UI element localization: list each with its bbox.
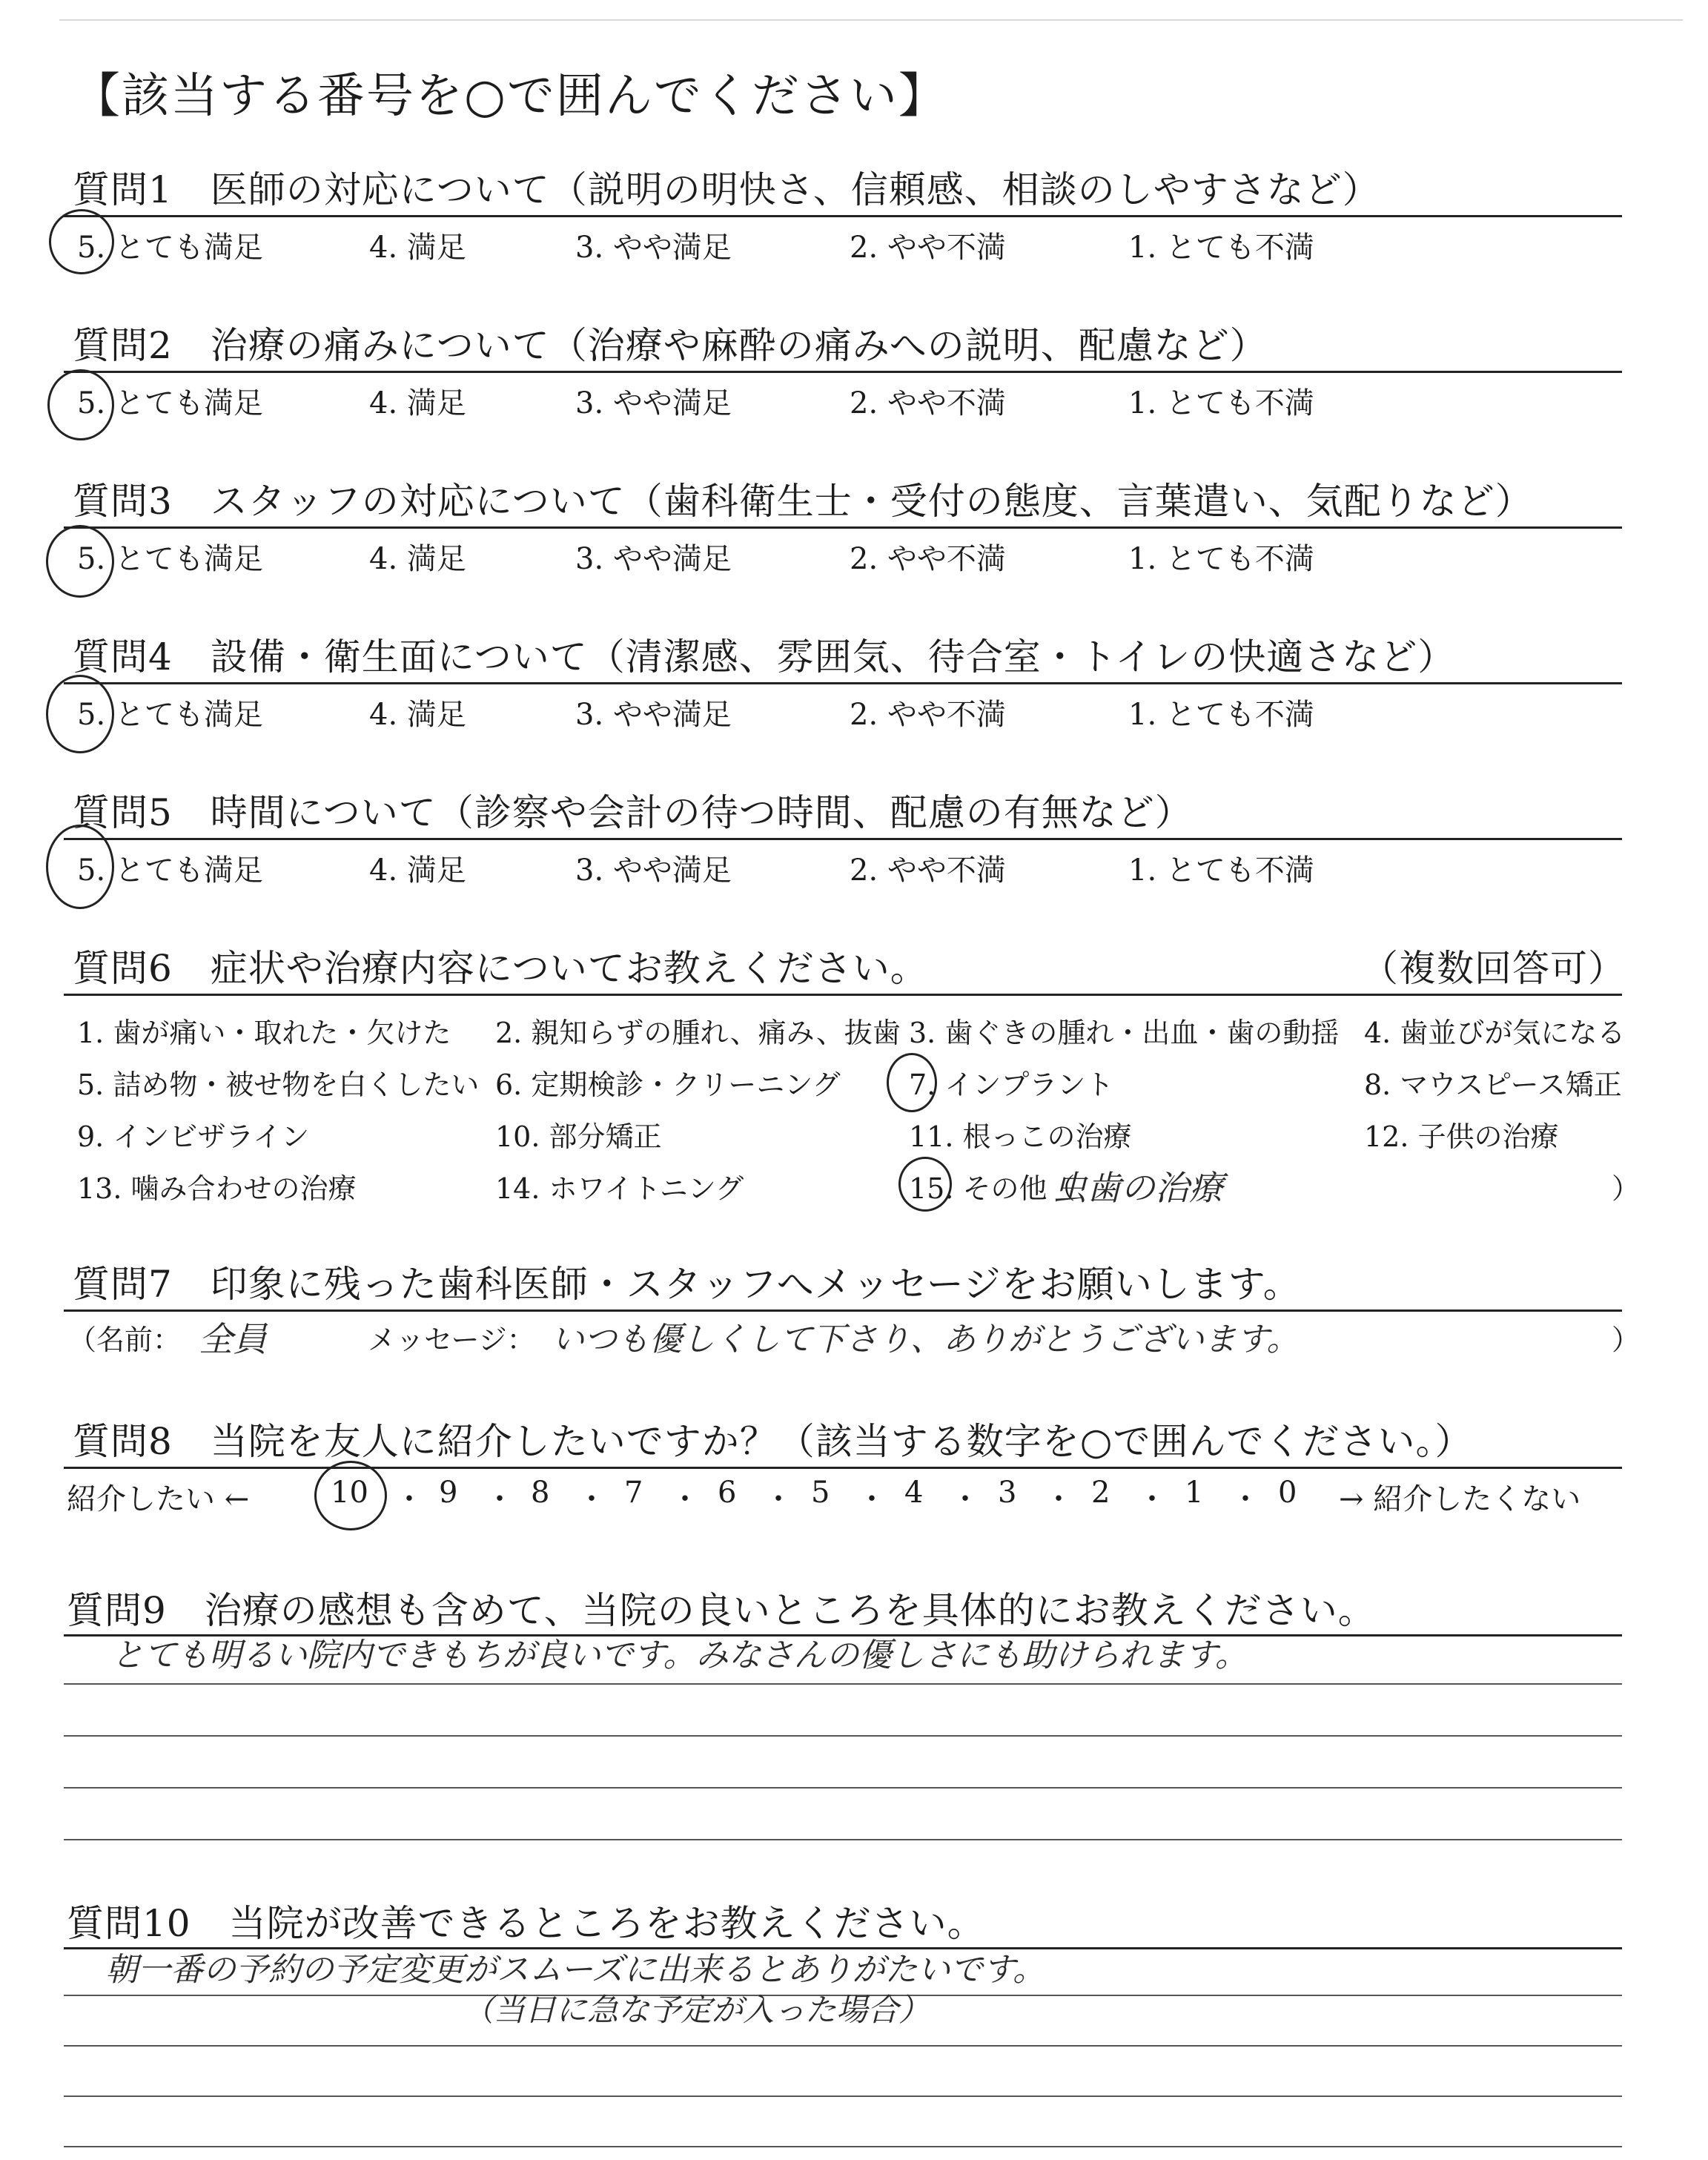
question-3-title: 質問3 スタッフの対応について（歯科衛生士・受付の態度、言葉遣い、気配りなど） <box>73 480 1533 523</box>
q9-answer-handwritten: とても明るい院内できもちが良いです。みなさんの優しさにも助けられます。 <box>111 1636 1248 1674</box>
q10-answer-line <box>64 2045 1622 2047</box>
q6-choice-12[interactable]: 12. 子供の治療 <box>1364 1120 1559 1153</box>
question-8-rule <box>64 1467 1622 1469</box>
q7-name-label: （名前： <box>68 1324 182 1356</box>
q8-right-label: → 紹介したくない <box>1339 1482 1581 1516</box>
q6-other-handwritten: 虫歯の治療 <box>1053 1168 1223 1208</box>
q8-scale-8[interactable]: 8 <box>531 1476 550 1510</box>
instruction-header: 【該当する番号を○で囲んでください】 <box>73 69 947 124</box>
q8-left-label: 紹介したい ← <box>67 1482 250 1516</box>
q10-answer-line <box>64 2095 1622 2097</box>
q8-scale-10[interactable]: 10 <box>331 1476 368 1510</box>
q6-choice-7-circle <box>887 1053 937 1112</box>
q5-option-4[interactable]: 4. 満足 <box>369 853 466 888</box>
q9-answer-line <box>64 1735 1622 1737</box>
q5-selection-circle <box>46 825 114 909</box>
question-5-rule <box>64 838 1622 840</box>
question-1-title: 質問1 医師の対応について（説明の明快さ、信頼感、相談のしやすさなど） <box>73 168 1380 211</box>
q8-scale-2[interactable]: 2 <box>1091 1476 1110 1510</box>
q10-answer-handwritten-line2: （当日に急な予定が入った場合） <box>463 1992 930 2028</box>
q8-dot: ・ <box>670 1482 700 1516</box>
q6-choice-4[interactable]: 4. 歯並びが気になる <box>1364 1017 1626 1049</box>
q8-dot: ・ <box>764 1482 793 1516</box>
question-7-title: 質問7 印象に残った歯科医師・スタッフへメッセージをお願いします。 <box>73 1263 1301 1306</box>
q8-dot: ・ <box>1137 1482 1167 1516</box>
q7-close-paren: ） <box>1612 1324 1641 1356</box>
q6-choice-11[interactable]: 11. 根っこの治療 <box>909 1120 1132 1153</box>
question-6-rule <box>64 994 1622 996</box>
q6-choice-9[interactable]: 9. インビザライン <box>77 1120 310 1153</box>
q2-option-5[interactable]: 5. とても満足 <box>77 386 263 420</box>
q3-option-3[interactable]: 3. やや満足 <box>575 542 732 576</box>
q6-choice-10[interactable]: 10. 部分矯正 <box>495 1120 662 1153</box>
q8-scale-4[interactable]: 4 <box>904 1476 924 1510</box>
q5-option-2[interactable]: 2. やや不満 <box>850 853 1006 888</box>
q4-option-5[interactable]: 5. とても満足 <box>77 698 263 732</box>
q6-choice-5[interactable]: 5. 詰め物・被せ物を白くしたい <box>77 1069 480 1101</box>
q7-message-label: メッセージ： <box>368 1324 535 1356</box>
q6-choice-15-circle <box>898 1157 952 1212</box>
q10-answer-handwritten-line1: 朝一番の予約の予定変更がスムーズに出来るとありがたいです。 <box>105 1951 1046 1989</box>
q6-choice-6[interactable]: 6. 定期検診・クリーニング <box>495 1069 841 1101</box>
q8-selection-circle <box>314 1461 387 1530</box>
question-7-rule <box>64 1309 1622 1312</box>
q8-scale-1[interactable]: 1 <box>1185 1476 1204 1510</box>
q4-option-4[interactable]: 4. 満足 <box>369 698 466 732</box>
q2-option-3[interactable]: 3. やや満足 <box>575 386 732 420</box>
q6-choice-3[interactable]: 3. 歯ぐきの腫れ・出血・歯の動揺 <box>909 1017 1340 1049</box>
q5-option-5[interactable]: 5. とても満足 <box>77 853 263 888</box>
q6-choice-1[interactable]: 1. 歯が痛い・取れた・欠けた <box>77 1017 451 1049</box>
q8-dot: ・ <box>577 1482 606 1516</box>
q8-scale-5[interactable]: 5 <box>811 1476 830 1510</box>
question-4-title: 質問4 設備・衛生面について（清潔感、雰囲気、待合室・トイレの快適さなど） <box>73 635 1456 678</box>
q2-option-1[interactable]: 1. とても不満 <box>1128 386 1314 420</box>
q8-dot: ・ <box>394 1482 424 1516</box>
q6-choice-13[interactable]: 13. 噛み合わせの治療 <box>77 1172 357 1205</box>
q8-scale-7[interactable]: 7 <box>624 1476 643 1510</box>
q1-option-2[interactable]: 2. やや不満 <box>850 231 1006 265</box>
q1-option-4[interactable]: 4. 満足 <box>369 231 466 265</box>
question-6-title: 質問6 症状や治療内容についてお教えください。 <box>73 947 928 990</box>
question-1-rule <box>64 215 1622 217</box>
q2-option-2[interactable]: 2. やや不満 <box>850 386 1006 420</box>
q8-dot: ・ <box>1231 1482 1260 1516</box>
q9-answer-line <box>64 1839 1622 1840</box>
q8-scale-3[interactable]: 3 <box>998 1476 1017 1510</box>
q5-option-3[interactable]: 3. やや満足 <box>575 853 732 888</box>
q6-choice-15[interactable]: 15. その他（ <box>909 1172 1076 1205</box>
q2-option-4[interactable]: 4. 満足 <box>369 386 466 420</box>
q9-answer-line <box>64 1683 1622 1685</box>
question-9-title: 質問9 治療の感想も含めて、当院の良いところを具体的にお教えください。 <box>67 1589 1376 1632</box>
q7-message-handwritten: いつも優しくして下さり、ありがとうございます。 <box>552 1321 1300 1358</box>
q8-scale-6[interactable]: 6 <box>718 1476 737 1510</box>
top-edge-line <box>59 19 1683 21</box>
q8-dot: ・ <box>950 1482 980 1516</box>
q6-choice-8[interactable]: 8. マウスピース矯正 <box>1364 1069 1622 1101</box>
q1-selection-circle <box>49 209 114 274</box>
q8-dot: ・ <box>485 1482 514 1516</box>
question-10-title: 質問10 当院が改善できるところをお教えください。 <box>67 1902 985 1945</box>
q4-option-1[interactable]: 1. とても不満 <box>1128 698 1314 732</box>
q3-option-1[interactable]: 1. とても不満 <box>1128 542 1314 576</box>
question-3-rule <box>64 526 1622 529</box>
q4-option-3[interactable]: 3. やや満足 <box>575 698 732 732</box>
q3-option-2[interactable]: 2. やや不満 <box>850 542 1006 576</box>
q8-scale-0[interactable]: 0 <box>1278 1476 1297 1510</box>
q6-choice-7[interactable]: 7. インプラント <box>909 1069 1114 1101</box>
question-2-rule <box>64 371 1622 373</box>
q1-option-5[interactable]: 5. とても満足 <box>77 231 263 265</box>
q8-dot: ・ <box>857 1482 887 1516</box>
q9-answer-line <box>64 1787 1622 1789</box>
q3-selection-circle <box>46 525 114 598</box>
question-4-rule <box>64 682 1622 684</box>
question-8-title: 質問8 当院を友人に紹介したいですか？（該当する数字を○で囲んでください。） <box>73 1420 1473 1463</box>
q1-option-1[interactable]: 1. とても不満 <box>1128 231 1314 265</box>
q10-answer-line <box>64 2146 1622 2147</box>
q2-selection-circle <box>47 369 114 440</box>
q3-option-5[interactable]: 5. とても満足 <box>77 542 263 576</box>
q7-name-handwritten: 全員 <box>199 1319 267 1359</box>
q3-option-4[interactable]: 4. 満足 <box>369 542 466 576</box>
q1-option-3[interactable]: 3. やや満足 <box>575 231 732 265</box>
question-6-note: （複数回答可） <box>1361 947 1626 990</box>
q6-choice-14[interactable]: 14. ホワイトニング <box>495 1172 744 1205</box>
question-5-title: 質問5 時間について（診察や会計の待つ時間、配慮の有無など） <box>73 791 1193 834</box>
q8-dot: ・ <box>1044 1482 1073 1516</box>
q8-scale-9[interactable]: 9 <box>439 1476 458 1510</box>
q4-option-2[interactable]: 2. やや不満 <box>850 698 1006 732</box>
q5-option-1[interactable]: 1. とても不満 <box>1128 853 1314 888</box>
q6-close-paren: ） <box>1612 1172 1641 1205</box>
q6-choice-2[interactable]: 2. 親知らずの腫れ、痛み、抜歯 <box>495 1017 901 1049</box>
question-2-title: 質問2 治療の痛みについて（治療や麻酔の痛みへの説明、配慮など） <box>73 324 1268 367</box>
q4-selection-circle <box>46 675 114 753</box>
